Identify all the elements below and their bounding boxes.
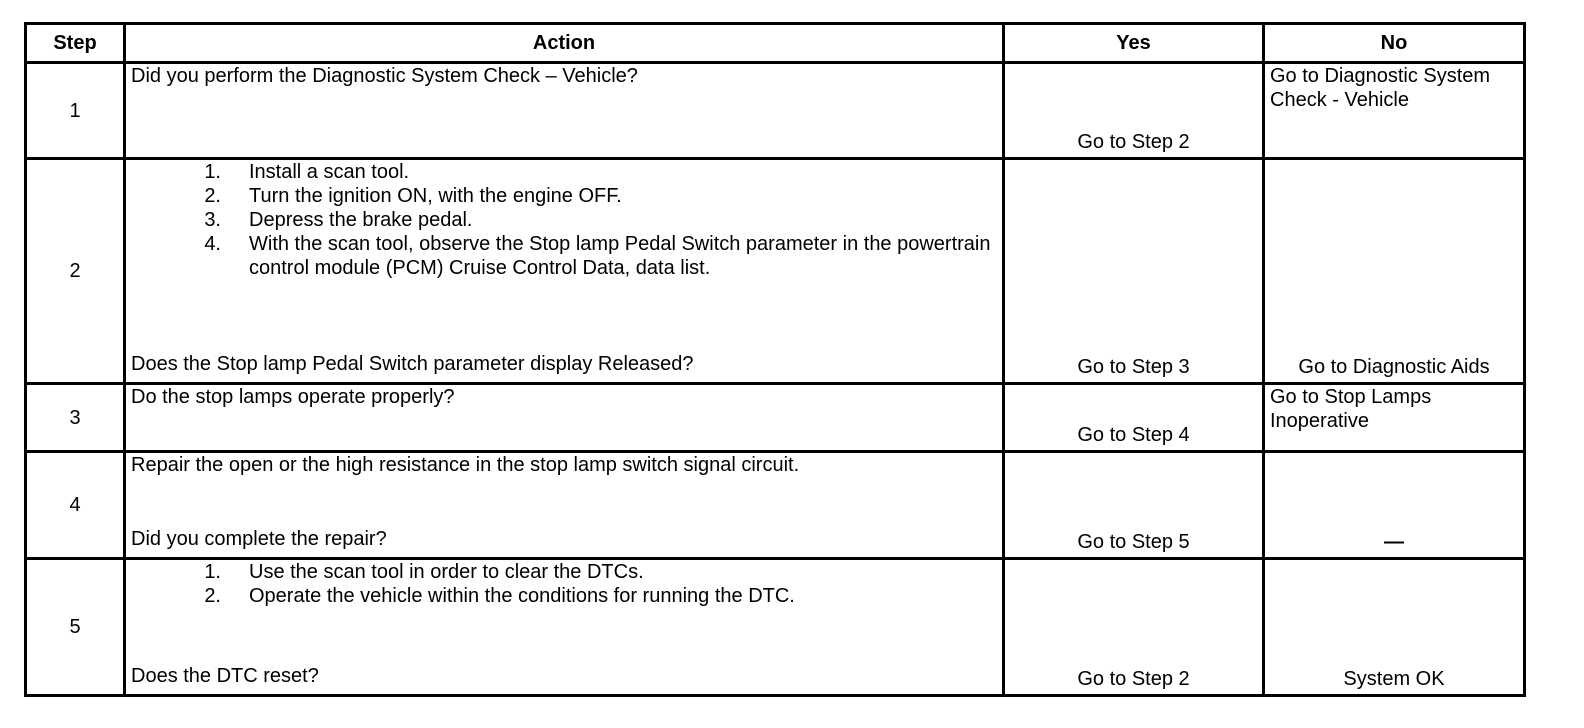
action-text: Do the stop lamps operate properly? [131,386,455,408]
substep-number: 1. [204,161,221,183]
question-text: Did you complete the repair? [131,528,387,550]
substep-text: Operate the vehicle within the conditions for running the DTC. [249,585,795,607]
substep-number: 3. [204,209,221,231]
substep-number: 2. [204,185,221,207]
no-text: Go to Diagnostic System Check - Vehicle [1270,65,1491,111]
action-cell [125,159,1004,384]
list-item [131,560,1002,584]
list-item [131,208,1002,232]
yes-cell: Go to Step 5 [1004,452,1264,559]
action-cell [125,63,1004,159]
substep-list [131,160,1002,280]
yes-cell: Go to Step 4 [1004,384,1264,452]
substep-number: 4. [204,233,221,255]
header-yes: Yes [1004,24,1264,63]
no-cell: Go to Diagnostic Aids [1264,159,1525,384]
table-row [26,559,1525,696]
table-row [26,159,1525,384]
question-text: Does the DTC reset? [131,665,319,687]
yes-cell: Go to Step 2 [1004,559,1264,696]
no-cell: — [1264,452,1525,559]
yes-cell: Go to Step 3 [1004,159,1264,384]
step-number: 5 [26,559,125,696]
header-no: No [1264,24,1525,63]
action-text: Repair the open or the high resistance in the stop lamp switch signal circuit. [131,454,800,476]
step-number: 4 [26,452,125,559]
substep-number: 2. [204,585,221,607]
list-item [131,584,1002,608]
header-action: Action [125,24,1004,63]
no-text: Go to Stop Lamps Inoperative [1270,386,1432,432]
step-number: 3 [26,384,125,452]
list-item [131,184,1002,208]
diagnostic-table [24,22,1526,697]
yes-cell: Go to Step 2 [1004,63,1264,159]
step-number: 1 [26,63,125,159]
substep-list [131,560,1002,608]
step-number: 2 [26,159,125,384]
action-cell [125,452,1004,559]
header-row [26,24,1525,63]
substep-text: Install a scan tool. [249,161,410,183]
substep-text: With the scan tool, observe the Stop lamp Pedal Switch parameter in the powertrain control module (PCM) Cruise Control Data, data list. [249,233,991,279]
no-cell [1264,384,1525,452]
table-row [26,63,1525,159]
action-cell [125,384,1004,452]
action-text: Did you perform the Diagnostic System Check – Vehicle? [131,65,638,87]
list-item [131,160,1002,184]
no-cell: System OK [1264,559,1525,696]
list-item [131,232,1002,280]
action-cell [125,559,1004,696]
table-row [26,384,1525,452]
table-row [26,452,1525,559]
question-text: Does the Stop lamp Pedal Switch parameter display Released? [131,353,694,375]
substep-text: Depress the brake pedal. [249,209,473,231]
substep-text: Use the scan tool in order to clear the DTCs. [249,561,644,583]
substep-number: 1. [204,561,221,583]
no-cell [1264,63,1525,159]
substep-text: Turn the ignition ON, with the engine OFF. [249,185,622,207]
header-step: Step [26,24,125,63]
